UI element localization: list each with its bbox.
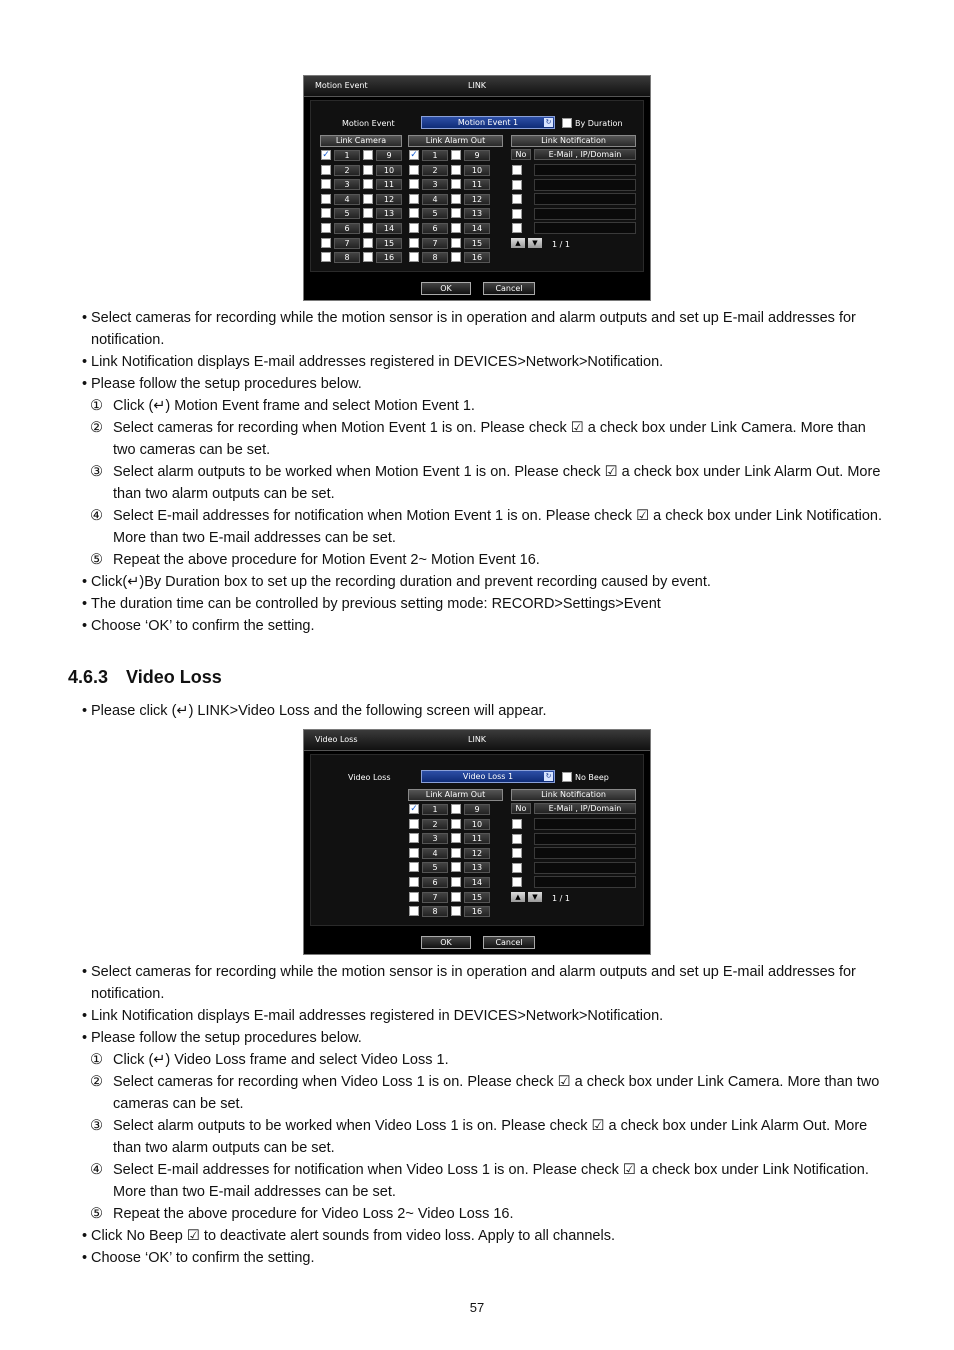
link-checkbox[interactable] bbox=[321, 252, 331, 262]
step-text: Repeat the above procedure for Video Loss 2~ Video Loss 16. bbox=[113, 1206, 514, 1222]
bullet-item: • Link Notification displays E-mail addresses registered in DEVICES>Network>Notification. bbox=[82, 1005, 882, 1027]
bullet-item: • Choose ‘OK’ to confirm the setting. bbox=[82, 615, 882, 637]
link-checkbox[interactable] bbox=[409, 862, 419, 872]
channel-number: 2 bbox=[422, 819, 448, 830]
link-checkbox[interactable] bbox=[451, 862, 461, 872]
bullet-item: • Link Notification displays E-mail addresses registered in DEVICES>Network>Notification. bbox=[82, 351, 882, 373]
link-alarm-out-header: Link Alarm Out bbox=[408, 135, 503, 147]
channel-number: 3 bbox=[422, 833, 448, 844]
step-number: ② bbox=[90, 420, 103, 436]
bullet-item: • Select cameras for recording while the motion sensor is in operation and alarm outputs and set up E-mail addresses for notification. bbox=[82, 961, 882, 1005]
bullet-item: • Please follow the setup procedures below. bbox=[82, 1027, 882, 1049]
email-checkbox[interactable] bbox=[512, 223, 522, 233]
link-checkbox[interactable] bbox=[451, 848, 461, 858]
email-checkbox[interactable] bbox=[512, 165, 522, 175]
link-checkbox[interactable] bbox=[409, 194, 419, 204]
step-text: Select alarm outputs to be worked when Video Loss 1 is on. Please check ☑ a check box under Link Alarm Out. More than two alarm outputs can be set. bbox=[113, 1118, 868, 1156]
motion-event-instructions bbox=[82, 307, 882, 637]
link-checkbox[interactable] bbox=[409, 819, 419, 829]
bullet-item: • Choose ‘OK’ to confirm the setting. bbox=[82, 1247, 882, 1269]
step-number: ④ bbox=[90, 1162, 103, 1178]
channel-number: 10 bbox=[464, 819, 490, 830]
bullet-item: • The duration time can be controlled by previous setting mode: RECORD>Settings>Event bbox=[82, 593, 882, 615]
cancel-button[interactable]: Cancel bbox=[483, 282, 535, 295]
link-checkbox[interactable] bbox=[363, 208, 373, 218]
link-checkbox[interactable] bbox=[451, 179, 461, 189]
link-checkbox[interactable] bbox=[409, 877, 419, 887]
motion-event-label: Motion Event bbox=[342, 119, 395, 128]
channel-number: 12 bbox=[464, 848, 490, 859]
link-checkbox[interactable] bbox=[363, 238, 373, 248]
no-beep-label: No Beep bbox=[575, 773, 609, 782]
link-checkbox[interactable] bbox=[451, 906, 461, 916]
link-alarm-out-header: Link Alarm Out bbox=[408, 789, 503, 801]
email-entry[interactable] bbox=[534, 164, 636, 176]
no-column-header: No bbox=[511, 149, 531, 160]
link-checkbox[interactable] bbox=[451, 238, 461, 248]
step-item bbox=[82, 1071, 882, 1115]
section-title: Video Loss bbox=[126, 667, 222, 687]
channel-number: 10 bbox=[464, 165, 490, 176]
scroll-up-button[interactable]: ▲ bbox=[511, 892, 525, 902]
step-number: ⑤ bbox=[90, 1206, 103, 1222]
page-number: 57 bbox=[469, 1300, 485, 1315]
by-duration-label: By Duration bbox=[575, 119, 623, 128]
link-checkbox[interactable] bbox=[451, 165, 461, 175]
by-duration-checkbox[interactable] bbox=[562, 118, 572, 128]
channel-number: 5 bbox=[422, 208, 448, 219]
scroll-down-button[interactable]: ▼ bbox=[528, 892, 542, 902]
link-checkbox[interactable] bbox=[321, 165, 331, 175]
step-item bbox=[82, 417, 882, 461]
step-number: ① bbox=[90, 398, 103, 414]
dialog-title: Video Loss bbox=[315, 735, 358, 744]
link-checkbox[interactable] bbox=[409, 252, 419, 262]
link-checkbox[interactable] bbox=[451, 252, 461, 262]
link-checkbox[interactable] bbox=[409, 906, 419, 916]
channel-number: 7 bbox=[422, 238, 448, 249]
bullet-item: • Please click (↵) LINK>Video Loss and the following screen will appear. bbox=[82, 700, 882, 722]
scroll-down-button[interactable]: ▼ bbox=[528, 238, 542, 248]
email-checkbox[interactable] bbox=[512, 863, 522, 873]
refresh-icon: ↻ bbox=[545, 118, 552, 126]
channel-number: 14 bbox=[464, 223, 490, 234]
channel-number: 16 bbox=[464, 252, 490, 263]
page-indicator: 1 / 1 bbox=[552, 894, 570, 903]
channel-number: 4 bbox=[422, 194, 448, 205]
dialog-titlebar bbox=[304, 76, 650, 97]
dialog-tab: LINK bbox=[468, 735, 487, 744]
step-item bbox=[82, 395, 882, 417]
channel-number: 15 bbox=[464, 892, 490, 903]
channel-number: 13 bbox=[376, 208, 402, 219]
email-checkbox[interactable] bbox=[512, 180, 522, 190]
ok-button[interactable]: OK bbox=[421, 282, 471, 295]
channel-number: 14 bbox=[464, 877, 490, 888]
email-entry[interactable] bbox=[534, 818, 636, 830]
channel-number: 15 bbox=[464, 238, 490, 249]
dialog-title: Motion Event bbox=[315, 81, 368, 90]
link-notification-header: Link Notification bbox=[511, 789, 636, 801]
link-checkbox[interactable] bbox=[451, 194, 461, 204]
link-checkbox[interactable] bbox=[409, 165, 419, 175]
link-checkbox[interactable] bbox=[321, 208, 331, 218]
channel-number: 9 bbox=[464, 150, 490, 161]
channel-number: 11 bbox=[464, 179, 490, 190]
motion-event-dialog bbox=[303, 75, 651, 301]
link-checkbox[interactable] bbox=[363, 252, 373, 262]
step-text: Select E-mail addresses for notification when Video Loss 1 is on. Please check ☑ a check box under Link Notification. More than two E-mail addresses can be set. bbox=[113, 1162, 869, 1200]
link-checkbox[interactable] bbox=[409, 892, 419, 902]
email-entry[interactable] bbox=[534, 208, 636, 220]
video-loss-dialog bbox=[303, 729, 651, 955]
email-checkbox[interactable] bbox=[512, 819, 522, 829]
channel-number: 11 bbox=[376, 179, 402, 190]
refresh-icon: ↻ bbox=[545, 772, 552, 780]
bullet-item: • Select cameras for recording while the motion sensor is in operation and alarm outputs and set up E-mail addresses for notification. bbox=[82, 307, 882, 351]
step-text: Select E-mail addresses for notification when Motion Event 1 is on. Please check ☑ a check box under Link Notification. More than two E-mail addresses can be set. bbox=[113, 508, 883, 546]
channel-number: 4 bbox=[422, 848, 448, 859]
channel-number: 6 bbox=[334, 223, 360, 234]
channel-number: 5 bbox=[422, 862, 448, 873]
step-item bbox=[82, 549, 882, 571]
link-checkbox[interactable] bbox=[451, 804, 461, 814]
email-entry[interactable] bbox=[534, 847, 636, 859]
video-loss-intro bbox=[82, 700, 882, 722]
email-column-header: E-Mail , IP/Domain bbox=[534, 803, 636, 814]
scroll-up-button[interactable]: ▲ bbox=[511, 238, 525, 248]
video-loss-instructions bbox=[82, 961, 882, 1269]
step-number: ② bbox=[90, 1074, 103, 1090]
channel-number: 9 bbox=[464, 804, 490, 815]
channel-number: 3 bbox=[334, 179, 360, 190]
channel-number: 6 bbox=[422, 877, 448, 888]
channel-number: 5 bbox=[334, 208, 360, 219]
channel-number: 13 bbox=[464, 208, 490, 219]
link-checkbox[interactable] bbox=[451, 833, 461, 843]
email-entry[interactable] bbox=[534, 833, 636, 845]
link-checkbox[interactable]: ✓ bbox=[322, 150, 330, 160]
step-number: ④ bbox=[90, 508, 103, 524]
channel-number: 8 bbox=[422, 906, 448, 917]
step-item bbox=[82, 461, 882, 505]
motion-event-select[interactable] bbox=[421, 116, 555, 129]
section-heading bbox=[68, 667, 222, 688]
link-checkbox[interactable] bbox=[321, 179, 331, 189]
link-checkbox[interactable] bbox=[409, 848, 419, 858]
link-checkbox[interactable] bbox=[363, 194, 373, 204]
channel-number: 6 bbox=[422, 223, 448, 234]
channel-number: 2 bbox=[334, 165, 360, 176]
channel-number: 7 bbox=[422, 892, 448, 903]
bullet-item: • Please follow the setup procedures below. bbox=[82, 373, 882, 395]
link-checkbox[interactable] bbox=[363, 165, 373, 175]
email-entry[interactable] bbox=[534, 876, 636, 888]
email-entry[interactable] bbox=[534, 179, 636, 191]
step-number: ⑤ bbox=[90, 552, 103, 568]
channel-number: 16 bbox=[376, 252, 402, 263]
link-checkbox[interactable] bbox=[363, 223, 373, 233]
channel-number: 16 bbox=[464, 906, 490, 917]
link-camera-header: Link Camera bbox=[320, 135, 402, 147]
channel-number: 1 bbox=[422, 804, 448, 815]
channel-number: 12 bbox=[376, 194, 402, 205]
video-loss-select-value: Video Loss 1 bbox=[462, 772, 514, 781]
channel-number: 1 bbox=[334, 150, 360, 161]
step-item bbox=[82, 1203, 882, 1225]
email-column-header: E-Mail , IP/Domain bbox=[534, 149, 636, 160]
link-checkbox[interactable] bbox=[321, 194, 331, 204]
link-checkbox[interactable] bbox=[409, 238, 419, 248]
channel-number: 2 bbox=[422, 165, 448, 176]
cancel-button[interactable]: Cancel bbox=[483, 936, 535, 949]
dialog-tab: LINK bbox=[468, 81, 487, 90]
email-checkbox[interactable] bbox=[512, 209, 522, 219]
no-column-header: No bbox=[511, 803, 531, 814]
link-checkbox[interactable] bbox=[451, 150, 461, 160]
step-text: Select cameras for recording when Motion Event 1 is on. Please check ☑ a check box under Link Camera. More than two cameras can be set. bbox=[113, 420, 866, 458]
bullet-item: • Click No Beep ☑ to deactivate alert sounds from video loss. Apply to all channels. bbox=[82, 1225, 882, 1247]
step-text: Click (↵) Motion Event frame and select Motion Event 1. bbox=[113, 398, 475, 414]
dialog-titlebar bbox=[304, 730, 650, 751]
channel-number: 15 bbox=[376, 238, 402, 249]
step-number: ① bbox=[90, 1052, 103, 1068]
link-checkbox[interactable] bbox=[451, 892, 461, 902]
link-checkbox[interactable] bbox=[451, 877, 461, 887]
step-item bbox=[82, 505, 882, 549]
link-checkbox[interactable] bbox=[409, 179, 419, 189]
link-checkbox[interactable] bbox=[409, 208, 419, 218]
step-item bbox=[82, 1159, 882, 1203]
motion-event-select-value: Motion Event 1 bbox=[457, 118, 519, 127]
channel-number: 12 bbox=[464, 194, 490, 205]
channel-number: 8 bbox=[422, 252, 448, 263]
link-checkbox[interactable] bbox=[321, 238, 331, 248]
step-number: ③ bbox=[90, 464, 103, 480]
email-checkbox[interactable] bbox=[512, 834, 522, 844]
channel-number: 4 bbox=[334, 194, 360, 205]
email-entry[interactable] bbox=[534, 193, 636, 205]
link-notification-header: Link Notification bbox=[511, 135, 636, 147]
ok-button[interactable]: OK bbox=[421, 936, 471, 949]
email-checkbox[interactable] bbox=[512, 848, 522, 858]
link-checkbox[interactable] bbox=[363, 150, 373, 160]
no-beep-checkbox[interactable] bbox=[562, 772, 572, 782]
page-indicator: 1 / 1 bbox=[552, 240, 570, 249]
link-checkbox[interactable] bbox=[409, 833, 419, 843]
bullet-item: • Click(↵)By Duration box to set up the recording duration and prevent recording caused by event. bbox=[82, 571, 882, 593]
channel-number: 9 bbox=[376, 150, 402, 161]
channel-number: 7 bbox=[334, 238, 360, 249]
email-entry[interactable] bbox=[534, 862, 636, 874]
video-loss-label: Video Loss bbox=[348, 773, 391, 782]
step-number: ③ bbox=[90, 1118, 103, 1134]
step-text: Click (↵) Video Loss frame and select Video Loss 1. bbox=[113, 1052, 449, 1068]
step-item bbox=[82, 1115, 882, 1159]
link-checkbox[interactable] bbox=[363, 179, 373, 189]
email-entry[interactable] bbox=[534, 222, 636, 234]
channel-number: 13 bbox=[464, 862, 490, 873]
channel-number: 1 bbox=[422, 150, 448, 161]
channel-number: 3 bbox=[422, 179, 448, 190]
link-checkbox[interactable]: ✓ bbox=[410, 150, 418, 160]
link-checkbox[interactable] bbox=[451, 208, 461, 218]
channel-number: 10 bbox=[376, 165, 402, 176]
link-checkbox[interactable]: ✓ bbox=[410, 804, 418, 814]
step-item bbox=[82, 1049, 882, 1071]
link-checkbox[interactable] bbox=[409, 223, 419, 233]
link-checkbox[interactable] bbox=[451, 223, 461, 233]
link-checkbox[interactable] bbox=[321, 223, 331, 233]
email-checkbox[interactable] bbox=[512, 194, 522, 204]
step-text: Select alarm outputs to be worked when Motion Event 1 is on. Please check ☑ a check box under Link Alarm Out. More than two alarm outputs can be set. bbox=[113, 464, 881, 502]
channel-number: 11 bbox=[464, 833, 490, 844]
section-number: 4.6.3 bbox=[68, 667, 109, 687]
channel-number: 8 bbox=[334, 252, 360, 263]
video-loss-select[interactable] bbox=[421, 770, 555, 783]
channel-number: 14 bbox=[376, 223, 402, 234]
step-text: Repeat the above procedure for Motion Event 2~ Motion Event 16. bbox=[113, 552, 540, 568]
email-checkbox[interactable] bbox=[512, 877, 522, 887]
link-checkbox[interactable] bbox=[451, 819, 461, 829]
step-text: Select cameras for recording when Video Loss 1 is on. Please check ☑ a check box under Link Camera. More than two cameras can be set. bbox=[113, 1074, 880, 1112]
